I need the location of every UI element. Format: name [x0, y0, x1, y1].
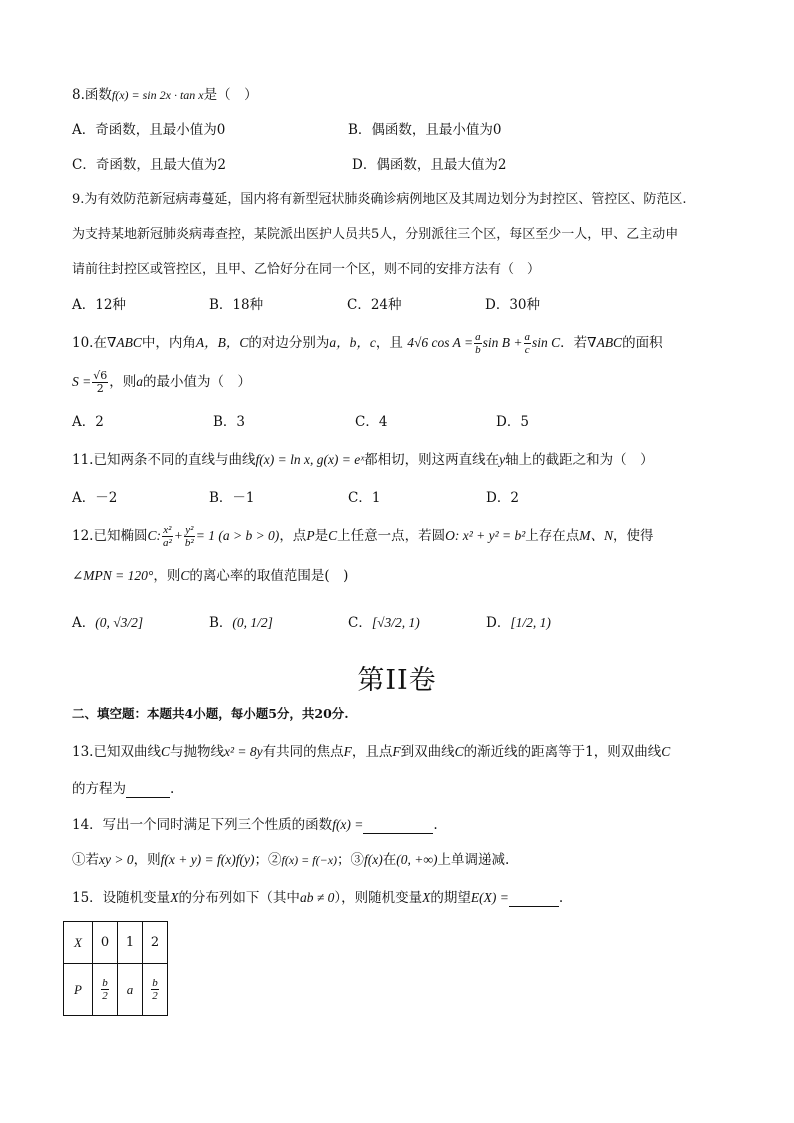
- q13-line1: 13.已知双曲线C与抛物线x² = 8y有共同的焦点F，且点F到双曲线C的渐近线的距离等于1，则双曲线C: [72, 744, 671, 760]
- q10-option-a: A．2: [72, 414, 104, 430]
- table-row: [64, 922, 168, 964]
- table-cell: 0: [93, 922, 118, 964]
- q12-line1: 12.已知椭圆C: $\frac{\text{x²}}{\text{a²}}$ + $\frac{\text{y²}}{\text{b²}}$ = 1 (a > b > 0)，点P是C上任意一点，若圆O: x² + y² = b²上存在点M、N，使得: [72, 524, 654, 549]
- section-title: 第II卷: [357, 665, 437, 696]
- q8-option-d: D．偶函数，且最大值为2: [352, 157, 507, 173]
- table-cell: 2: [143, 922, 168, 964]
- q15-answer-blank[interactable]: [509, 892, 559, 907]
- q9-line3: 请前往封控区或管控区，且甲、乙恰好分在同一个区，则不同的安排方法有（ ）: [72, 262, 541, 277]
- q8-option-a: A．奇函数，且最小值为0: [72, 122, 226, 138]
- fill-in-header: 二、填空题：本题共4小题，每小题5分，共20分.: [72, 706, 349, 721]
- table-cell: X: [64, 922, 93, 964]
- q9-option-d: D．30种: [485, 297, 541, 313]
- q11-option-d: D．2: [486, 490, 519, 506]
- q9-line2: 为支持某地新冠肺炎病毒查控，某院派出医护人员共5人，分别派往三个区，每区至少一人，甲、乙主动申: [72, 227, 679, 242]
- q8-stem: 8.函数f(x) = sin 2x · tan x是（ ）: [72, 87, 258, 103]
- q15-stem: 15．设随机变量X的分布列如下（其中ab ≠ 0），则随机变量X的期望E(X) = .: [72, 890, 564, 906]
- q8-option-c: C．奇函数，且最大值为2: [72, 157, 226, 173]
- q14-stem: 14．写出一个同时满足下列三个性质的函数f(x) = .: [72, 817, 438, 833]
- q10-equation: 4√6 cos A = $\frac{a}{b}$ sin B + $\frac{a}{c}$ sin C: [407, 331, 561, 357]
- q9-option-a: A．12种: [72, 297, 126, 313]
- q10-option-b: B．3: [213, 414, 246, 430]
- q11-stem: 11.已知两条不同的直线与曲线f(x) = ln x, g(x) = eˣ都相切，则这两直线在y轴上的截距之和为（ ）: [72, 452, 654, 468]
- q13-line2: 的方程为 .: [72, 781, 175, 797]
- table-cell: a: [118, 964, 143, 1016]
- q10-line1: 10.在∇ABC中，内角A，B，C的对边分别为a，b，c，且 4√6 cos A = $\frac{a}{b}$ sin B + $\frac{a}{c}$ sin C．若∇ABC的面积: [72, 331, 663, 357]
- q13-answer-blank[interactable]: [126, 783, 170, 798]
- table-row: [64, 964, 168, 1016]
- q11-option-a: A．－2: [72, 490, 118, 506]
- q10-option-d: D．5: [496, 414, 529, 430]
- distribution-table: [63, 921, 168, 1016]
- q11-option-c: C．1: [348, 490, 381, 506]
- q8-option-b: B．偶函数，且最小值为0: [348, 122, 502, 138]
- q10-option-c: C．4: [355, 414, 388, 430]
- q11-option-b: B．－1: [209, 490, 255, 506]
- table-cell: $\frac{b}{2}$: [143, 964, 168, 1016]
- q14-answer-blank[interactable]: [363, 819, 433, 834]
- q10-line2: S = $\frac{√6}{2}$ ，则a的最小值为（ ）: [72, 369, 252, 395]
- table-cell: $\frac{b}{2}$: [93, 964, 118, 1016]
- q9-line1: 9.为有效防范新冠病毒蔓延，国内将有新型冠状肺炎确诊病例地区及其周边划分为封控区、管控区、防范区.: [72, 192, 687, 207]
- table-cell: P: [64, 964, 93, 1016]
- q14-properties: ①若xy > 0，则f(x + y) = f(x)f(y)；②f(x) = f(−x)；③f(x)在(0, +∞)上单调递减.: [72, 852, 510, 868]
- q12-line2: ∠MPN = 120°，则C的离心率的取值范围是( ): [72, 568, 349, 584]
- q12-option-c: C．[√3/2, 1): [348, 615, 420, 631]
- table-cell: 1: [118, 922, 143, 964]
- q12-option-d: D．[1/2, 1): [486, 615, 551, 631]
- q9-option-b: B．18种: [209, 297, 264, 313]
- q9-option-c: C．24种: [347, 297, 402, 313]
- q12-option-a: A．(0, √3/2]: [72, 615, 144, 631]
- q12-option-b: B．(0, 1/2]: [209, 615, 273, 631]
